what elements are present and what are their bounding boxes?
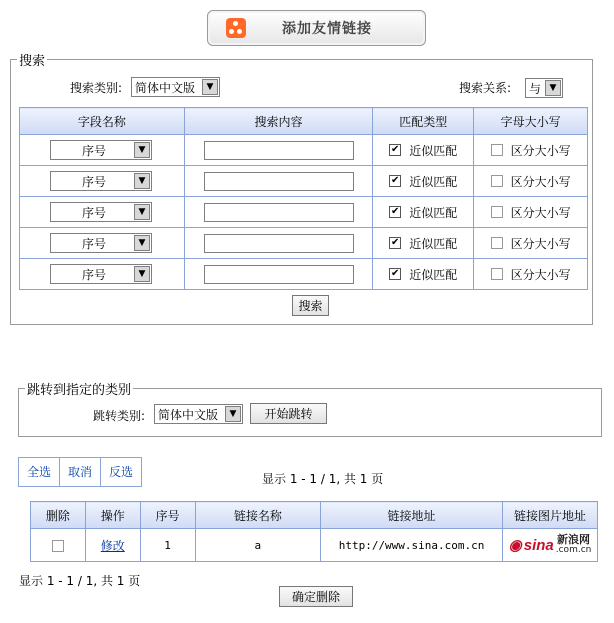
sina-logo-cn: 新浪网 xyxy=(557,533,591,546)
match-label: 近似匹配 xyxy=(409,267,458,282)
match-label: 近似匹配 xyxy=(409,174,458,189)
field-select-value: 序号 xyxy=(81,174,106,189)
links-table-header xyxy=(31,502,598,529)
add-link-button[interactable] xyxy=(207,10,426,46)
edit-link[interactable]: 修改 xyxy=(100,538,125,553)
search-category-value: 简体中文版 xyxy=(135,80,196,95)
field-select[interactable] xyxy=(50,202,152,222)
chevron-down-icon: ▼ xyxy=(545,80,561,96)
field-select-value: 序号 xyxy=(81,205,106,220)
column-header: 操作 xyxy=(85,502,140,529)
invert-selection-button[interactable]: 反选 xyxy=(100,458,141,486)
column-header: 链接名称 xyxy=(195,502,321,529)
jump-category-value: 简体中文版 xyxy=(158,407,219,422)
add-link-icon xyxy=(226,18,246,38)
search-content-input[interactable] xyxy=(204,265,354,284)
match-checkbox[interactable]: ✔ xyxy=(391,237,400,248)
chevron-down-icon: ▼ xyxy=(134,173,150,189)
pager-bottom: 显示 1 - 1 / 1, 共 1 页 xyxy=(19,574,141,588)
case-checkbox[interactable] xyxy=(491,206,503,218)
column-header: 删除 xyxy=(31,502,86,529)
search-criteria-table xyxy=(19,107,588,290)
match-checkbox[interactable]: ✔ xyxy=(391,144,400,155)
match-label: 近似匹配 xyxy=(409,236,458,251)
chevron-down-icon: ▼ xyxy=(134,266,150,282)
search-category-select[interactable] xyxy=(131,77,220,97)
field-select[interactable] xyxy=(50,140,152,160)
links-table xyxy=(30,501,598,562)
selection-toolbar xyxy=(18,457,142,487)
search-relation-value: 与 xyxy=(529,81,542,96)
chevron-down-icon: ▼ xyxy=(202,79,218,95)
sina-eye-icon: ◉ xyxy=(508,537,522,554)
search-criteria-row xyxy=(20,166,588,197)
match-checkbox[interactable]: ✔ xyxy=(391,268,400,279)
chevron-down-icon: ▼ xyxy=(134,204,150,220)
match-checkbox[interactable]: ✔ xyxy=(391,175,400,186)
cancel-selection-button[interactable]: 取消 xyxy=(59,458,100,486)
field-select[interactable] xyxy=(50,171,152,191)
chevron-down-icon: ▼ xyxy=(134,235,150,251)
start-jump-button[interactable]: 开始跳转 xyxy=(250,403,327,424)
search-category-label: 搜索类别: xyxy=(70,81,123,95)
case-checkbox[interactable] xyxy=(491,175,503,187)
search-relation-select[interactable] xyxy=(525,78,563,98)
link-id: 1 xyxy=(140,529,195,562)
search-content-input[interactable] xyxy=(204,172,354,191)
confirm-delete-button[interactable]: 确定删除 xyxy=(279,586,353,607)
jump-category-label: 跳转类别: xyxy=(93,409,146,423)
search-legend: 搜索 xyxy=(19,54,46,69)
table-row xyxy=(31,529,598,562)
chevron-down-icon: ▼ xyxy=(134,142,150,158)
column-header: 字段名称 xyxy=(20,108,185,135)
sina-logo-domain: .com.cn xyxy=(555,545,592,555)
case-label: 区分大小写 xyxy=(510,143,571,158)
search-content-input[interactable] xyxy=(204,234,354,253)
chevron-down-icon: ▼ xyxy=(225,406,241,422)
sina-logo-image xyxy=(503,535,597,555)
jump-legend: 跳转到指定的类别 xyxy=(27,383,132,398)
column-header: 链接地址 xyxy=(321,502,503,529)
jump-category-select[interactable] xyxy=(154,404,243,424)
search-content-input[interactable] xyxy=(204,203,354,222)
case-label: 区分大小写 xyxy=(510,236,571,251)
column-header: 搜索内容 xyxy=(184,108,373,135)
case-label: 区分大小写 xyxy=(510,205,571,220)
column-header: 链接图片地址 xyxy=(503,502,598,529)
case-label: 区分大小写 xyxy=(510,174,571,189)
search-criteria-row xyxy=(20,135,588,166)
sina-logo-text: sina xyxy=(523,536,554,554)
search-content-input[interactable] xyxy=(204,141,354,160)
link-name: a xyxy=(195,529,321,562)
case-checkbox[interactable] xyxy=(491,144,503,156)
case-checkbox[interactable] xyxy=(491,237,503,249)
column-header: 匹配类型 xyxy=(373,108,474,135)
field-select[interactable] xyxy=(50,264,152,284)
search-table-header xyxy=(20,108,588,135)
column-header: 序号 xyxy=(140,502,195,529)
match-checkbox[interactable]: ✔ xyxy=(391,206,400,217)
delete-checkbox[interactable] xyxy=(52,540,64,552)
field-select-value: 序号 xyxy=(81,143,106,158)
field-select[interactable] xyxy=(50,233,152,253)
select-all-button[interactable]: 全选 xyxy=(27,465,52,479)
search-criteria-row xyxy=(20,228,588,259)
column-header: 字母大小写 xyxy=(474,108,588,135)
field-select-value: 序号 xyxy=(81,267,106,282)
search-relation-label: 搜索关系: xyxy=(459,81,512,95)
match-label: 近似匹配 xyxy=(409,205,458,220)
search-criteria-row xyxy=(20,197,588,228)
match-label: 近似匹配 xyxy=(409,143,458,158)
search-button[interactable]: 搜索 xyxy=(292,295,329,316)
pager-top: 显示 1 - 1 / 1, 共 1 页 xyxy=(262,472,384,486)
case-checkbox[interactable] xyxy=(491,268,503,280)
field-select-value: 序号 xyxy=(81,236,106,251)
search-criteria-row xyxy=(20,259,588,290)
add-link-label: 添加友情链接 xyxy=(282,21,372,37)
case-label: 区分大小写 xyxy=(510,267,571,282)
link-url: http://www.sina.com.cn xyxy=(321,529,503,562)
